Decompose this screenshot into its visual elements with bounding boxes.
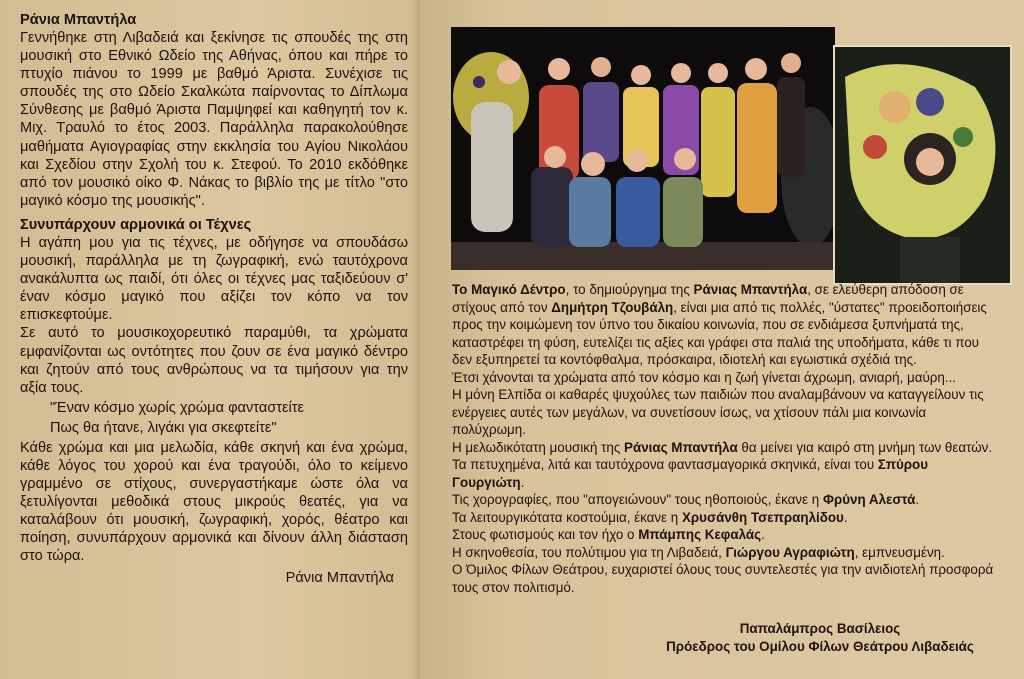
cast-photo-illustration (451, 27, 835, 270)
lighting-credit-text: Στους φωτισμούς και τον ήχο ο (452, 527, 639, 542)
verse-line-2: Πως θα ήτανε, λιγάκι για σκεφτείτε" (50, 419, 277, 436)
tree-costume-photo (833, 45, 1012, 285)
direction-credit-end: , εμπνευσμένη. (854, 544, 945, 560)
composer-name: Ράνιας Μπαντήλα (693, 282, 808, 297)
lyricist-name: Δημήτρη Τζουβάλη (551, 299, 674, 315)
costumes-credit-text: Τα λειτουργικότατα κοστούμια, έκανε η (452, 509, 682, 525)
costumes-credit-name: Χρυσάνθη Τσεπραηλίδου (681, 509, 844, 525)
sets-credit-name: Σπύρου Γουργιώτη (452, 457, 929, 490)
president-credit (640, 620, 1000, 656)
music-credit-text-end: θα μείνει για καιρό στη μνήμη των θεατών. (737, 439, 993, 455)
lighting-credit (452, 526, 1000, 544)
tree-costume-illustration (835, 47, 1010, 283)
choreography-credit (452, 491, 1000, 509)
verse-line-1: "Έναν κόσμο χωρίς χρώμα φανταστείτε (50, 399, 305, 416)
intro-text-2: , σε ελεύθερη απόδοση σε στίχους από τον (452, 282, 964, 315)
music-credit-name: Ράνιας Μπαντήλα (624, 439, 738, 455)
thanks-paragraph: Ο Όμιλος Φίλων Θεάτρου, ευχαριστεί όλους τους συντελεστές για την ανιδιοτελή προσφορά τους στον πολιτισμό. (452, 562, 994, 595)
lighting-credit-end: . (761, 527, 765, 542)
intro-text-1: , το δημιούργημα της (565, 282, 694, 297)
sets-credit (452, 456, 1000, 491)
president-name: Παπαλάμπρος Βασίλειος (739, 621, 901, 636)
section-paragraph-1: Η αγάπη μου για τις τέχνες, με οδήγησε να σπουδάσω μουσική, παράλληλα με τη ζωγραφική, ενώ ταυτόχρονα ανακάλυπτα ως παιδί, ότι όλες οι τέχνες μας ταξιδεύουν σ' έναν κόσμο μαγικό που αξίζει τον κόπο να τον επισκεφτούμε. (20, 234, 408, 324)
costumes-credit (452, 509, 1000, 527)
article-intro (452, 281, 1000, 369)
left-page (0, 0, 420, 679)
costumes-credit-end: . (843, 509, 848, 525)
lighting-credit-name: Μπάμπης Κεφαλάς (638, 527, 762, 542)
sets-credit-end: . (520, 474, 525, 490)
article-text (452, 281, 1000, 596)
article-paragraph-3: Η μόνη Ελπίδα οι καθαρές ψυχούλες των παιδιών που αναλαμβάνουν να καταγγείλουν τις ενέργειες αυτές των μεγάλων, να συνετίσουν ίσως, να χτίσουν πάλι μια κοινωνία πολύχρωμη. (452, 387, 984, 437)
sets-credit-text: Τα πετυχημένα, λιτά και ταυτόχρονα φαντασμαγορικά σκηνικά, είναι του (452, 457, 878, 472)
choreography-credit-name: Φρύνη Αλεστά (822, 492, 916, 507)
music-credit (452, 439, 1000, 457)
direction-credit-text: Η σκηνοθεσία, του πολύτιμου για τη Λιβαδειά, (452, 544, 726, 560)
bio-title: Ράνια Μπαντήλα (20, 12, 137, 28)
intro-text-3: , είναι μια από τις πολλές, "ύστατες" προειδοποιήσεις προς την κοιμώμενη τον ύπνο του δικαίου κοινωνία, που σε ενδιάμεσα ξυπνήματά της, καταστρέφει τη φύση, ευτελίζει τις αξίες και γράφει στα παλιά της υποδήματα, κάθε τι που δεν εξυπηρετεί τα κοντόφθαλμα, πρόσκαιρα, ιδιοτελή και εγωιστικά σχέδιά της. (452, 299, 987, 367)
section-title: Συνυπάρχουν αρμονικά οι Τέχνες (20, 216, 252, 233)
choreography-credit-end: . (915, 492, 920, 507)
music-credit-text: Η μελωδικότατη μουσική της (452, 439, 625, 455)
author-signature: Ράνια Μπαντήλα (285, 570, 394, 587)
direction-credit (452, 544, 1000, 562)
direction-credit-name: Γιώργου Αγραφιώτη (725, 544, 855, 560)
section-paragraph-2: Σε αυτό το μουσικοχορευτικό παραμύθι, τα χρώματα εμφανίζονται ως οντότητες που ζουν σε ένα μαγικό δέντρο και ζητούν από τους ανθρώπους να τα τιμήσουν για την αξία τους. (20, 325, 408, 396)
bio-text: Γεννήθηκε στη Λιβαδειά και ξεκίνησε τις σπουδές της στη μουσική στο Εθνικό Ωδείο της Αθήνας, όπου και πήρε το πτυχίο πιάνου το 1999 με βαθμό Άριστα. Συνέχισε τις σπουδές της στο Ωδείο Σκαλκώτα παίρνοντας το Δίπλωμα Σύνθεσης με βαθμό Άριστα Παμψηφεί και καθηγητή τον κ. Μιχ. Τραυλό το έτος 2003. Παράλληλα παρακολούθησε μαθήματα Αγιογραφίας στην εκκλησία του Αγίου Νικολάου και Σχεδίου στην Σχολή του κ. Στεφού. Το 2010 εκδόθηκε από τον μουσικό οίκο Φ. Νάκας το βιβλίο της με τίτλο "στο μαγικό κόσμο της μουσικής". (20, 30, 408, 209)
choreography-credit-text: Τις χορογραφίες, που "απογειώνουν" τους ηθοποιούς, έκανε η (452, 492, 823, 507)
play-title: Το Μαγικό Δέντρο (452, 282, 566, 297)
cast-photo (451, 27, 835, 270)
article-paragraph-2: Έτσι χάνονται τα χρώματα από τον κόσμο και η ζωή γίνεται άχρωμη, ανιαρή, μαύρη... (452, 369, 957, 385)
section-paragraph-3: Κάθε χρώμα και μια μελωδία, κάθε σκηνή και ένα χρώμα, κάθε λόγος του χορού και ένα τραγούδι, όλο το κείμενο γραμμένο σε στίχους, συνεργαστήκαμε ώστε όλα να ξετυλίγονται μεθοδικά στους μικρούς θεατές, για να καταλάβουν ότι μουσική, ζωγραφική, χορός, θέατρο και ποίηση, συνυπάρχουν αρμονικά και δίνουν άλλη διάσταση στο τώρα. (20, 439, 408, 565)
president-role: Πρόεδρος του Ομίλου Φίλων Θεάτρου Λιβαδειάς (666, 639, 974, 654)
